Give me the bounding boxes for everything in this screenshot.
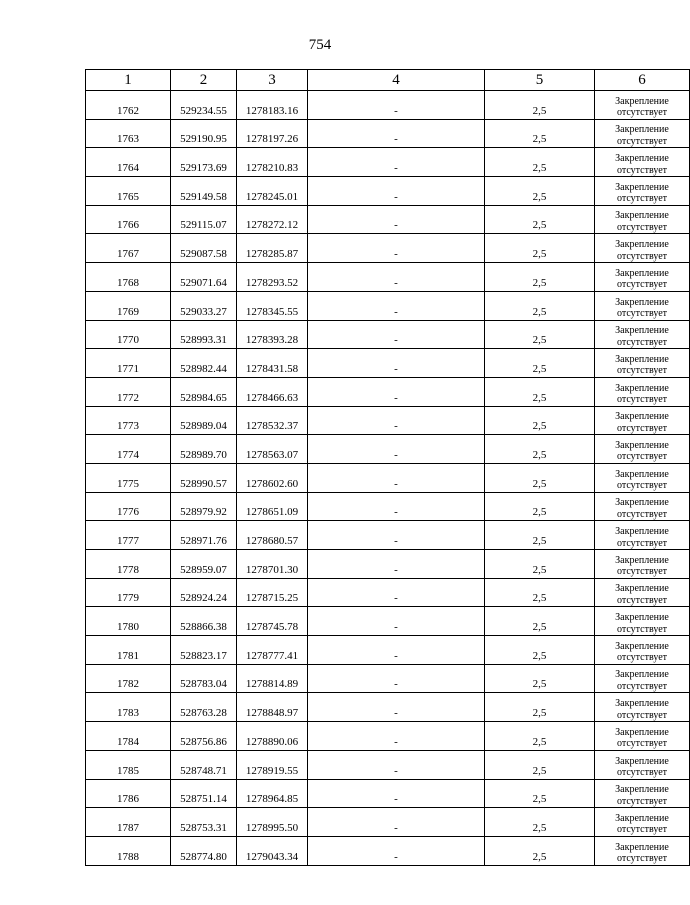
x-coordinate: 528971.76 (171, 521, 237, 550)
fixing-description: Закрепление отсутствует (595, 578, 690, 607)
y-coordinate: 1278919.55 (237, 750, 308, 779)
column-5-value: 2,5 (485, 234, 595, 263)
table-row (86, 263, 690, 292)
table-row (86, 205, 690, 234)
column-4-value: - (308, 349, 485, 378)
y-coordinate: 1278563.07 (237, 435, 308, 464)
y-coordinate: 1278890.06 (237, 722, 308, 751)
x-coordinate: 529087.58 (171, 234, 237, 263)
column-5-value: 2,5 (485, 406, 595, 435)
point-number: 1770 (86, 320, 171, 349)
column-5-value: 2,5 (485, 693, 595, 722)
column-5-value: 2,5 (485, 377, 595, 406)
point-number: 1780 (86, 607, 171, 636)
column-4-value: - (308, 234, 485, 263)
column-4-value: - (308, 205, 485, 234)
y-coordinate: 1278651.09 (237, 492, 308, 521)
fixing-description: Закрепление отсутствует (595, 234, 690, 263)
column-5-value: 2,5 (485, 836, 595, 865)
table-body (86, 91, 690, 866)
column-4-value: - (308, 636, 485, 665)
y-coordinate: 1278701.30 (237, 550, 308, 579)
column-5-value: 2,5 (485, 578, 595, 607)
table-row (86, 550, 690, 579)
fixing-description: Закрепление отсутствует (595, 377, 690, 406)
y-coordinate: 1278745.78 (237, 607, 308, 636)
table-row (86, 148, 690, 177)
column-5-value: 2,5 (485, 205, 595, 234)
x-coordinate: 528989.04 (171, 406, 237, 435)
column-5-value: 2,5 (485, 521, 595, 550)
table-row (86, 693, 690, 722)
column-5-value: 2,5 (485, 463, 595, 492)
x-coordinate: 528982.44 (171, 349, 237, 378)
fixing-description: Закрепление отсутствует (595, 550, 690, 579)
column-5-value: 2,5 (485, 91, 595, 120)
column-5-value: 2,5 (485, 636, 595, 665)
column-5-value: 2,5 (485, 320, 595, 349)
fixing-description: Закрепление отсутствует (595, 836, 690, 865)
column-header-3: 3 (237, 70, 308, 91)
column-4-value: - (308, 263, 485, 292)
y-coordinate: 1278345.55 (237, 291, 308, 320)
column-5-value: 2,5 (485, 550, 595, 579)
fixing-description: Закрепление отсутствует (595, 349, 690, 378)
header-row (86, 70, 690, 91)
column-4-value: - (308, 664, 485, 693)
y-coordinate: 1278814.89 (237, 664, 308, 693)
table-row (86, 664, 690, 693)
point-number: 1783 (86, 693, 171, 722)
page-number: 754 (308, 37, 332, 53)
column-4-value: - (308, 91, 485, 120)
table-row (86, 234, 690, 263)
column-header-1: 1 (86, 70, 171, 91)
table-row (86, 435, 690, 464)
table-row (86, 320, 690, 349)
column-4-value: - (308, 320, 485, 349)
table-row (86, 177, 690, 206)
fixing-description: Закрепление отсутствует (595, 779, 690, 808)
column-4-value: - (308, 148, 485, 177)
column-4-value: - (308, 291, 485, 320)
table-row (86, 607, 690, 636)
point-number: 1763 (86, 119, 171, 148)
column-4-value: - (308, 119, 485, 148)
x-coordinate: 528993.31 (171, 320, 237, 349)
column-4-value: - (308, 779, 485, 808)
x-coordinate: 529071.64 (171, 263, 237, 292)
point-number: 1773 (86, 406, 171, 435)
point-number: 1788 (86, 836, 171, 865)
column-5-value: 2,5 (485, 750, 595, 779)
y-coordinate: 1278680.57 (237, 521, 308, 550)
column-5-value: 2,5 (485, 119, 595, 148)
point-number: 1762 (86, 91, 171, 120)
fixing-description: Закрепление отсутствует (595, 636, 690, 665)
x-coordinate: 528748.71 (171, 750, 237, 779)
point-number: 1766 (86, 205, 171, 234)
column-header-6: 6 (595, 70, 690, 91)
column-5-value: 2,5 (485, 607, 595, 636)
fixing-description: Закрепление отсутствует (595, 463, 690, 492)
column-4-value: - (308, 578, 485, 607)
fixing-description: Закрепление отсутствует (595, 406, 690, 435)
table-row (86, 636, 690, 665)
x-coordinate: 528990.57 (171, 463, 237, 492)
point-number: 1777 (86, 521, 171, 550)
column-4-value: - (308, 722, 485, 751)
fixing-description: Закрепление отсутствует (595, 320, 690, 349)
column-header-4: 4 (308, 70, 485, 91)
column-5-value: 2,5 (485, 177, 595, 206)
column-5-value: 2,5 (485, 492, 595, 521)
table-row (86, 91, 690, 120)
y-coordinate: 1278272.12 (237, 205, 308, 234)
column-4-value: - (308, 463, 485, 492)
fixing-description: Закрепление отсутствует (595, 722, 690, 751)
fixing-description: Закрепление отсутствует (595, 148, 690, 177)
column-4-value: - (308, 750, 485, 779)
x-coordinate: 529234.55 (171, 91, 237, 120)
point-number: 1785 (86, 750, 171, 779)
fixing-description: Закрепление отсутствует (595, 492, 690, 521)
column-header-5: 5 (485, 70, 595, 91)
column-4-value: - (308, 377, 485, 406)
fixing-description: Закрепление отсутствует (595, 291, 690, 320)
point-number: 1778 (86, 550, 171, 579)
point-number: 1775 (86, 463, 171, 492)
column-4-value: - (308, 406, 485, 435)
point-number: 1782 (86, 664, 171, 693)
table-row (86, 722, 690, 751)
x-coordinate: 528823.17 (171, 636, 237, 665)
table-row (86, 406, 690, 435)
x-coordinate: 529115.07 (171, 205, 237, 234)
point-number: 1764 (86, 148, 171, 177)
point-number: 1769 (86, 291, 171, 320)
point-number: 1776 (86, 492, 171, 521)
column-4-value: - (308, 492, 485, 521)
column-5-value: 2,5 (485, 664, 595, 693)
column-4-value: - (308, 836, 485, 865)
y-coordinate: 1279043.34 (237, 836, 308, 865)
fixing-description: Закрепление отсутствует (595, 664, 690, 693)
coordinates-table (85, 69, 690, 866)
column-5-value: 2,5 (485, 291, 595, 320)
table-row (86, 779, 690, 808)
x-coordinate: 528959.07 (171, 550, 237, 579)
table-row (86, 492, 690, 521)
table-row (86, 836, 690, 865)
table-row (86, 291, 690, 320)
x-coordinate: 529149.58 (171, 177, 237, 206)
table-row (86, 349, 690, 378)
x-coordinate: 528866.38 (171, 607, 237, 636)
fixing-description: Закрепление отсутствует (595, 750, 690, 779)
y-coordinate: 1278197.26 (237, 119, 308, 148)
point-number: 1786 (86, 779, 171, 808)
point-number: 1772 (86, 377, 171, 406)
column-5-value: 2,5 (485, 435, 595, 464)
y-coordinate: 1278210.83 (237, 148, 308, 177)
point-number: 1774 (86, 435, 171, 464)
y-coordinate: 1278293.52 (237, 263, 308, 292)
column-5-value: 2,5 (485, 263, 595, 292)
x-coordinate: 528751.14 (171, 779, 237, 808)
table-row (86, 808, 690, 837)
column-4-value: - (308, 808, 485, 837)
point-number: 1767 (86, 234, 171, 263)
column-4-value: - (308, 435, 485, 464)
fixing-description: Закрепление отсутствует (595, 521, 690, 550)
column-4-value: - (308, 521, 485, 550)
y-coordinate: 1278848.97 (237, 693, 308, 722)
x-coordinate: 529173.69 (171, 148, 237, 177)
column-5-value: 2,5 (485, 349, 595, 378)
y-coordinate: 1278602.60 (237, 463, 308, 492)
column-5-value: 2,5 (485, 148, 595, 177)
y-coordinate: 1278183.16 (237, 91, 308, 120)
point-number: 1784 (86, 722, 171, 751)
x-coordinate: 528756.86 (171, 722, 237, 751)
x-coordinate: 528984.65 (171, 377, 237, 406)
point-number: 1765 (86, 177, 171, 206)
y-coordinate: 1278431.58 (237, 349, 308, 378)
y-coordinate: 1278715.25 (237, 578, 308, 607)
point-number: 1771 (86, 349, 171, 378)
fixing-description: Закрепление отсутствует (595, 91, 690, 120)
x-coordinate: 529033.27 (171, 291, 237, 320)
column-4-value: - (308, 693, 485, 722)
point-number: 1781 (86, 636, 171, 665)
column-4-value: - (308, 550, 485, 579)
table-row (86, 578, 690, 607)
point-number: 1768 (86, 263, 171, 292)
y-coordinate: 1278466.63 (237, 377, 308, 406)
y-coordinate: 1278995.50 (237, 808, 308, 837)
fixing-description: Закрепление отсутствует (595, 607, 690, 636)
fixing-description: Закрепление отсутствует (595, 177, 690, 206)
y-coordinate: 1278964.85 (237, 779, 308, 808)
x-coordinate: 528924.24 (171, 578, 237, 607)
fixing-description: Закрепление отсутствует (595, 205, 690, 234)
column-5-value: 2,5 (485, 722, 595, 751)
fixing-description: Закрепление отсутствует (595, 263, 690, 292)
column-5-value: 2,5 (485, 779, 595, 808)
table-row (86, 377, 690, 406)
y-coordinate: 1278393.28 (237, 320, 308, 349)
fixing-description: Закрепление отсутствует (595, 119, 690, 148)
x-coordinate: 528979.92 (171, 492, 237, 521)
point-number: 1787 (86, 808, 171, 837)
column-4-value: - (308, 607, 485, 636)
table-row (86, 521, 690, 550)
table-row (86, 119, 690, 148)
y-coordinate: 1278245.01 (237, 177, 308, 206)
x-coordinate: 528989.70 (171, 435, 237, 464)
column-header-2: 2 (171, 70, 237, 91)
y-coordinate: 1278285.87 (237, 234, 308, 263)
y-coordinate: 1278532.37 (237, 406, 308, 435)
x-coordinate: 528783.04 (171, 664, 237, 693)
x-coordinate: 528763.28 (171, 693, 237, 722)
fixing-description: Закрепление отсутствует (595, 435, 690, 464)
table-row (86, 463, 690, 492)
point-number: 1779 (86, 578, 171, 607)
y-coordinate: 1278777.41 (237, 636, 308, 665)
x-coordinate: 528774.80 (171, 836, 237, 865)
x-coordinate: 529190.95 (171, 119, 237, 148)
table-row (86, 750, 690, 779)
x-coordinate: 528753.31 (171, 808, 237, 837)
column-5-value: 2,5 (485, 808, 595, 837)
fixing-description: Закрепление отсутствует (595, 693, 690, 722)
fixing-description: Закрепление отсутствует (595, 808, 690, 837)
column-4-value: - (308, 177, 485, 206)
